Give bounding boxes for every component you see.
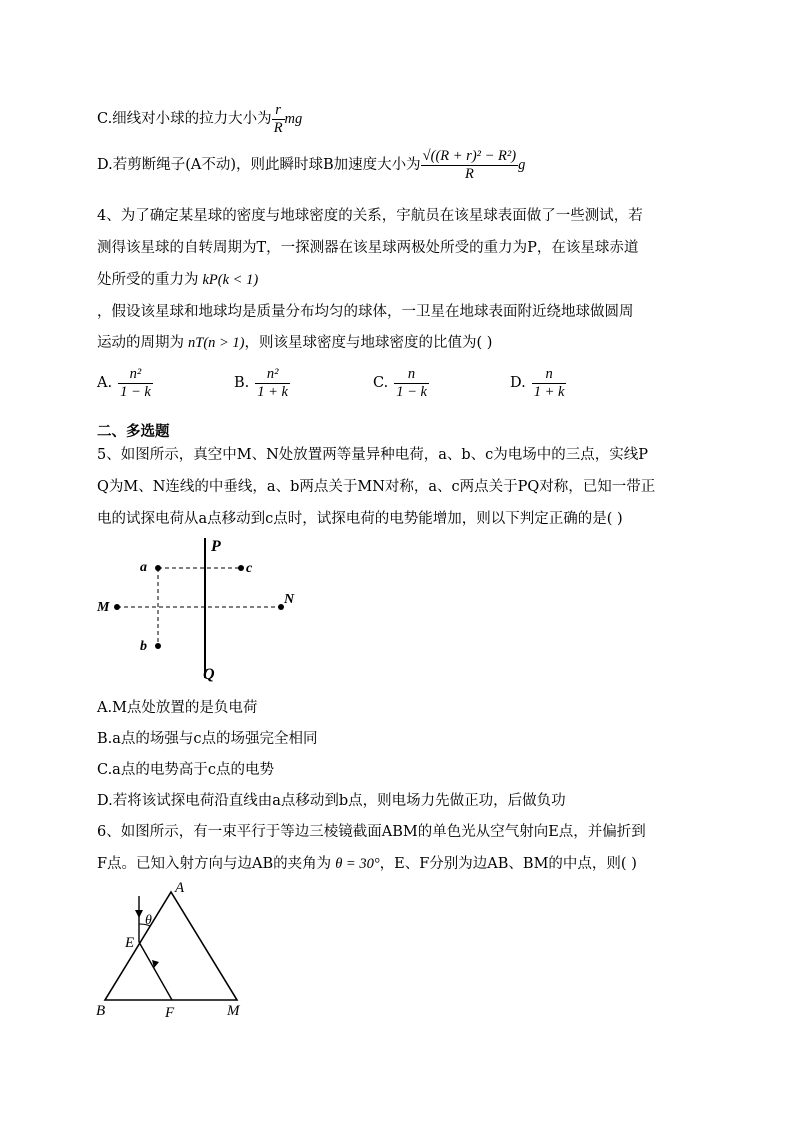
label-a: a — [140, 560, 147, 575]
label-a-vertex: A — [175, 880, 185, 896]
q5-line-3: 电的试探电荷从a点移动到c点时，试探电荷的电势能增加，则以下判定正确的是( ) — [97, 511, 623, 527]
refracted-ray — [139, 942, 172, 1000]
section-heading-multiple-choice: 二、多选题 — [97, 423, 170, 440]
point-b — [155, 643, 161, 649]
label-b-vertex: B — [96, 1003, 106, 1019]
incident-arrow — [135, 910, 143, 918]
point-m — [114, 604, 120, 610]
label-m-vertex: M — [227, 1003, 240, 1019]
label-b: b — [140, 639, 147, 654]
q4-line-2: 测得该星球的自转周期为T，一探测器在该星球两极处所受的重力为P，在该星球赤道 — [97, 240, 639, 256]
q3-option-d-text: D.若剪断绳子(A不动)，则此瞬时球B加速度大小为 — [97, 157, 421, 174]
q5-option-d: D.若将该试探电荷沿直线由a点移动到b点，则电场力先做正功，后做负功 — [97, 793, 566, 809]
q6-line-1: 6、如图所示，有一束平行于等边三棱镜截面ABM的单色光从空气射向E点，并偏折到 — [97, 824, 646, 840]
label-m: M — [97, 600, 110, 615]
label-e-point: E — [125, 935, 135, 951]
label-c: c — [246, 561, 253, 576]
point-a — [155, 565, 161, 571]
q4-option-c: C. $\frac{n}{1 - k}$ — [373, 366, 427, 400]
q3-option-c-fraction: $\frac{r}{R}$ — [273, 102, 283, 136]
point-c — [238, 565, 244, 571]
q4-option-d: D. $\frac{n}{1 + k}$ — [510, 366, 565, 400]
q5-figure-charges — [95, 533, 315, 683]
label-p: P — [211, 538, 221, 555]
q5-option-b: B.a点的场强与c点的场强完全相同 — [97, 731, 318, 747]
q4-line-4: ，假设该星球和地球均是质量分布均匀的球体，一卫星在地球表面附近绕地球做圆周 — [97, 304, 634, 320]
label-q: Q — [203, 666, 215, 683]
q5-option-a: A.M点处放置的是负电荷 — [97, 700, 258, 716]
label-n: N — [284, 592, 295, 607]
q3-option-d: D.若剪断绳子(A不动)，则此瞬时球B加速度大小为 $\frac{\text{√((R + r)² − R²)}}{R}$ g — [97, 148, 526, 182]
q4-line-3: 处所受的重力为 kP(k < 1) — [97, 272, 259, 288]
q4-option-b: B. $\frac{\text{n²}}{1 + k}$ — [234, 366, 288, 400]
q4-line-1: 4、为了确定某星球的密度与地球密度的关系，宇航员在该星球表面做了一些测试，若 — [97, 208, 643, 224]
q4-line-5: 运动的周期为 nT(n > 1)，则该星球密度与地球密度的比值为( ) — [97, 335, 493, 351]
q4-option-a: A. $\frac{\text{n²}}{1 - k}$ — [97, 366, 151, 400]
label-f-point: F — [165, 1005, 175, 1021]
q5-line-1: 5、如图所示，真空中M、N处放置两等量异种电荷，a、b、c为电场中的三点，实线P — [97, 447, 649, 463]
q6-figure-prism — [93, 880, 263, 1025]
label-theta: θ — [145, 913, 152, 928]
q4-math-kp: kP(k < 1) — [202, 272, 259, 288]
q5-line-2: Q为M、N连线的中垂线，a、b两点关于MN对称，a、c两点关于PQ对称，已知一带正 — [97, 479, 656, 495]
q3-option-c: C.细线对小球的拉力大小为 $\frac{r}{R}$ mg — [97, 102, 303, 136]
q6-math-theta: θ = 30° — [335, 856, 380, 872]
q4-math-nt: nT(n > 1) — [188, 335, 245, 351]
q5-option-c: C.a点的电势高于c点的电势 — [97, 762, 274, 778]
q6-line-2: F点。已知入射方向与边AB的夹角为 θ = 30°，E、F分别为边AB、BM的中点，则( ) — [97, 856, 637, 872]
q3-option-d-fraction: $\frac{\text{√((R + r)² − R²)}}{R}$ — [422, 148, 517, 182]
q3-option-c-text: C.细线对小球的拉力大小为 — [97, 111, 272, 128]
